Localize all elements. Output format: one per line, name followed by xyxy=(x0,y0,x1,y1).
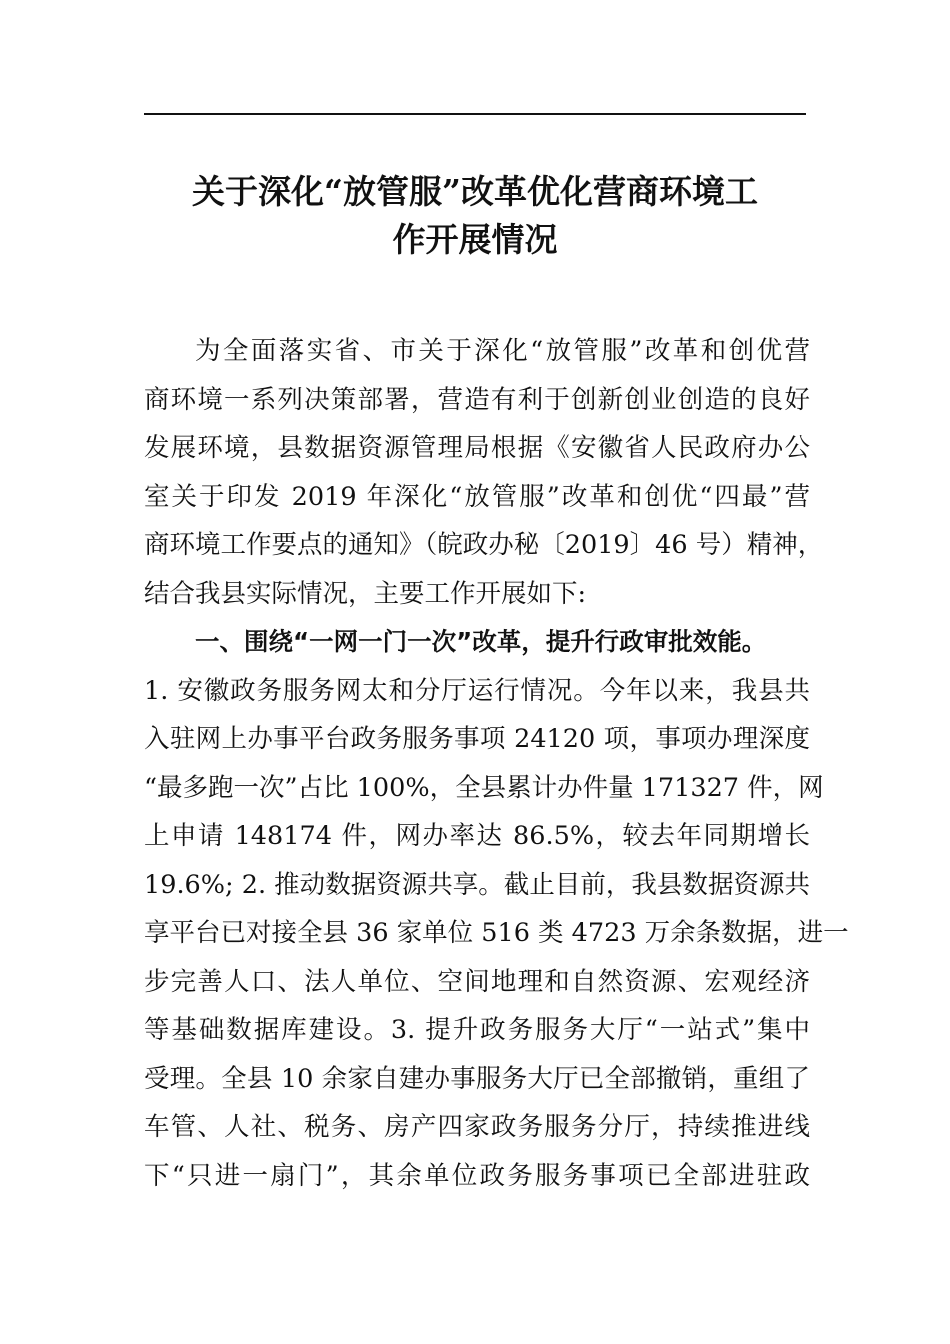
paragraph-line: 步完善人口、法人单位、空间地理和自然资源、宏观经济 xyxy=(144,966,810,997)
section-heading: 一、围绕“一网一门一次”改革，提升行政审批效能。 xyxy=(195,627,767,656)
paragraph-line: 商环境工作要点的通知》（皖政办秘〔2019〕46 号）精神， xyxy=(144,530,824,560)
paragraph-line: 上申请 148174 件，网办率达 86.5%，较去年同期增长 xyxy=(144,821,810,851)
paragraph-line: 为全面落实省、市关于深化“放管服”改革和创优营 xyxy=(195,336,810,366)
document-body xyxy=(144,327,849,1200)
paragraph-line: 发展环境，县数据资源管理局根据《安徽省人民政府办公 xyxy=(144,433,810,463)
paragraph-line: 车管、人社、税务、房产四家政务服务分厅，持续推进线 xyxy=(144,1112,810,1142)
paragraph-line: 结合我县实际情况，主要工作开展如下: xyxy=(144,578,587,609)
paragraph-line: 商环境一系列决策部署，营造有利于创新创业创造的良好 xyxy=(144,384,810,415)
paragraph-line: 享平台已对接全县 36 家单位 516 类 4723 万余条数据，进一 xyxy=(144,918,849,948)
title-line-1: 关于深化“放管服”改革优化营商环境工 xyxy=(192,172,758,211)
paragraph-line: 入驻网上办事平台政务服务事项 24120 项，事项办理深度 xyxy=(144,724,810,754)
paragraph-line: 19.6%; 2. 推动数据资源共享。截止目前，我县数据资源共 xyxy=(144,869,810,900)
paragraph-line: 等基础数据库建设。3. 提升政务服务大厅“一站式”集中 xyxy=(144,1015,810,1045)
paragraph-line: 下“只进一扇门”，其余单位政务服务事项已全部进驻政 xyxy=(144,1160,810,1191)
paragraph-line: 受理。全县 10 余家自建办事服务大厅已全部撤销，重组了 xyxy=(144,1063,810,1094)
header-rule xyxy=(144,113,806,115)
paragraph-line: “最多跑一次”占比 100%，全县累计办件量 171327 件，网 xyxy=(144,772,824,803)
paragraph-line: 室关于印发 2019 年深化“放管服”改革和创优“四最”营 xyxy=(144,481,810,512)
document-title xyxy=(144,168,806,264)
paragraph-line: 1. 安徽政务服务网太和分厅运行情况。今年以来，我县共 xyxy=(144,675,810,706)
title-line-2: 作开展情况 xyxy=(392,220,558,259)
